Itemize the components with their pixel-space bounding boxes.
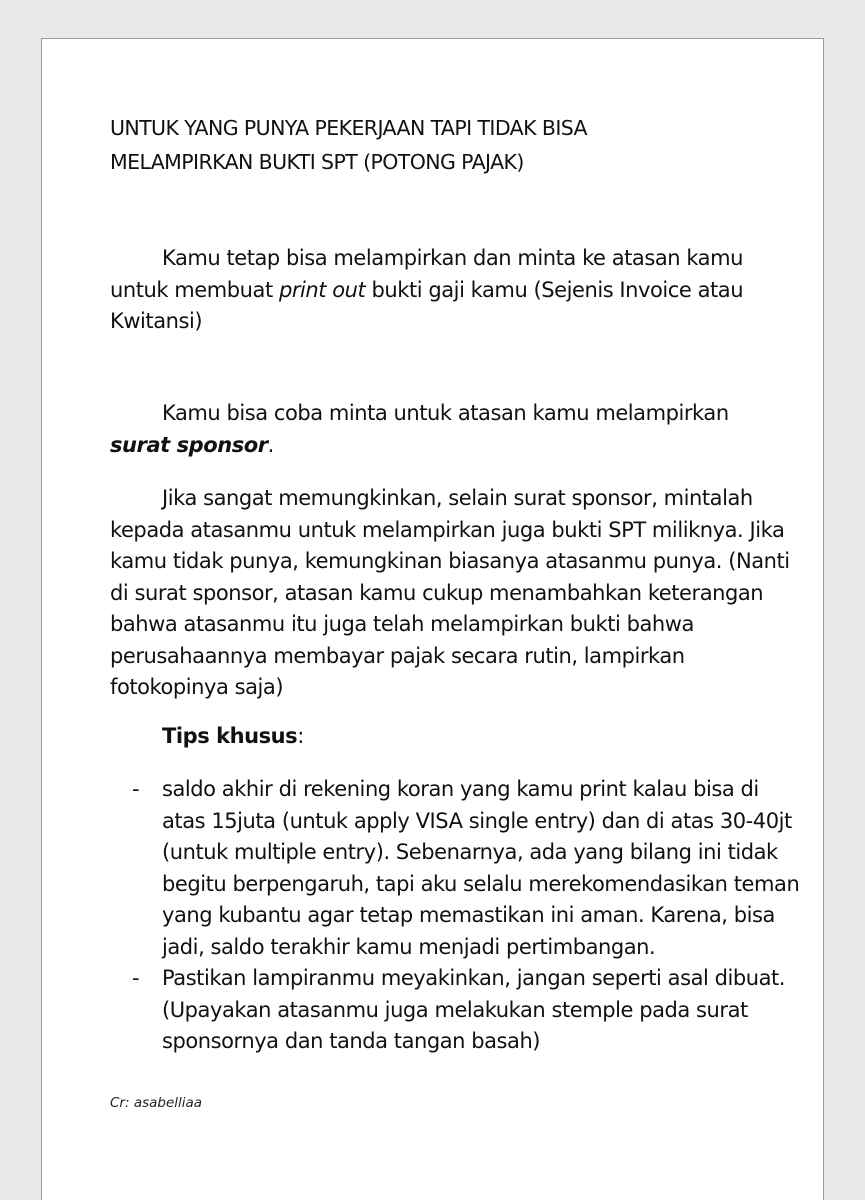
tips-list [110,774,800,1058]
list-item [110,963,800,1058]
tips-colon: : [297,724,304,748]
list-item-text: saldo akhir di rekening koran yang kamu print kalau bisa di atas 15juta (untuk apply VISA single entry) dan di atas 30-40jt (untuk multiple entry). Sebenarnya, ada yang bilang ini tidak begitu berpengaruh, tapi aku selalu merekomendasikan teman yang kubantu agar tetap memastikan ini aman. Karena, bisa jadi, saldo terakhir kamu menjadi pertimbangan. [162,777,800,959]
paragraph-print-out [110,243,790,338]
tips-label: Tips khusus [162,724,298,748]
list-item-text: Pastikan lampiranmu meyakinkan, jangan seperti asal dibuat. (Upayakan atasanmu juga melakukan stemple pada surat sponsornya dan tanda tangan basah) [162,966,786,1053]
paragraph-surat-sponsor [110,398,790,461]
list-item [110,774,800,963]
document-page [41,38,824,1200]
paragraph-1-text-a: Kamu tetap bisa melampirkan dan minta ke atasan kamu untuk membuat [110,246,743,302]
credit-line: Cr: asabelliaa [110,1094,203,1111]
surat-sponsor-emphasis: surat sponsor [110,432,268,457]
title-line-1: UNTUK YANG PUNYA PEKERJAAN TAPI TIDAK BISA [110,116,587,140]
bullet-dash: - [132,777,140,801]
paragraph-1-text-b: bukti gaji kamu (Sejenis Invoice atau Kwitansi) [110,277,744,333]
paragraph-2-text-b: . [267,432,274,457]
document-title [110,111,790,179]
bullet-dash: - [132,966,140,990]
title-line-2: MELAMPIRKAN BUKTI SPT (POTONG PAJAK) [110,150,524,174]
paragraph-2-text-a: Kamu bisa coba minta untuk atasan kamu melampirkan [162,401,729,425]
print-out-emphasis: print out [278,277,366,302]
paragraph-bukti-spt: Jika sangat memungkinkan, selain surat sponsor, mintalah kepada atasanmu untuk melampirkan juga bukti SPT miliknya. Jika kamu tidak punya, kemungkinan biasanya atasanmu punya. (Nanti di surat sponsor, atasan kamu cukup menambahkan keterangan bahwa atasanmu itu juga telah melampirkan bukti bahwa perusahaannya membayar pajak secara rutin, lampirkan fotokopinya saja) [110,486,790,699]
tips-heading [162,721,562,753]
